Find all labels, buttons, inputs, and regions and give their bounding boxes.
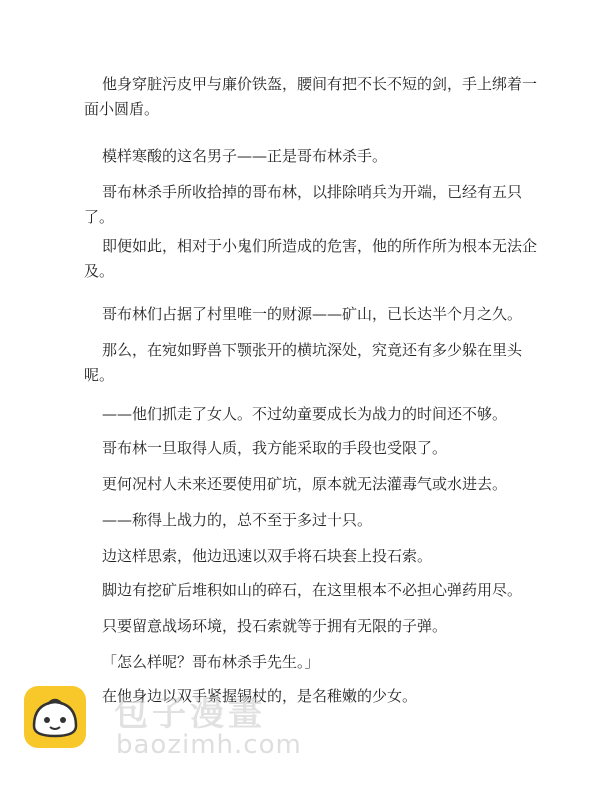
paragraph-2: 模样寒酸的这名男子——正是哥布林杀手。 — [102, 147, 388, 165]
paragraph-15: 在他身边以双手紧握锡杖的，是名稚嫩的少女。 — [102, 687, 418, 705]
paragraph-1: 他身穿脏污皮甲与廉价铁盔，腰间有把不长不短的剑，手上绑着一面小圆盾。 — [84, 75, 538, 118]
paragraph-11: 边这样思索，他边迅速以双手将石块套上投石索。 — [102, 547, 433, 565]
watermark — [24, 686, 344, 766]
paragraph-3: 哥布林杀手所收拾掉的哥布林，以排除哨兵为开端，已经有五只了。 — [84, 183, 523, 226]
paragraph-10: ——称得上战力的，总不至于多过十只。 — [102, 511, 373, 529]
watermark-title: 包子漫畫 — [114, 694, 266, 734]
paragraph-7: ——他们抓走了女人。不过幼童要成长为战力的时间还不够。 — [102, 405, 508, 423]
bun-mascot-icon — [24, 686, 86, 748]
paragraph-12: 脚边有挖矿后堆积如山的碎石，在这里根本不必担心弹药用尽。 — [102, 581, 523, 599]
paragraph-9: 更何况村人未来还要使用矿坑，原本就无法灌毒气或水进去。 — [102, 475, 508, 493]
paragraph-5: 哥布林们占据了村里唯一的财源——矿山，已长达半个月之久。 — [102, 305, 523, 323]
paragraph-4: 即便如此，相对于小鬼们所造成的危害，他的所作所为根本无法企及。 — [84, 237, 538, 280]
paragraph-6: 那么，在宛如野兽下颚张开的横坑深处，究竟还有多少躲在里头呢。 — [84, 341, 523, 384]
paragraph-8: 哥布林一旦取得人质，我方能采取的手段也受限了。 — [102, 439, 448, 457]
paragraph-13: 只要留意战场环境，投石索就等于拥有无限的子弹。 — [102, 617, 448, 635]
watermark-domain: baozimh.com — [116, 730, 302, 760]
paragraph-14: 「怎么样呢？哥布林杀手先生。」 — [102, 653, 320, 671]
